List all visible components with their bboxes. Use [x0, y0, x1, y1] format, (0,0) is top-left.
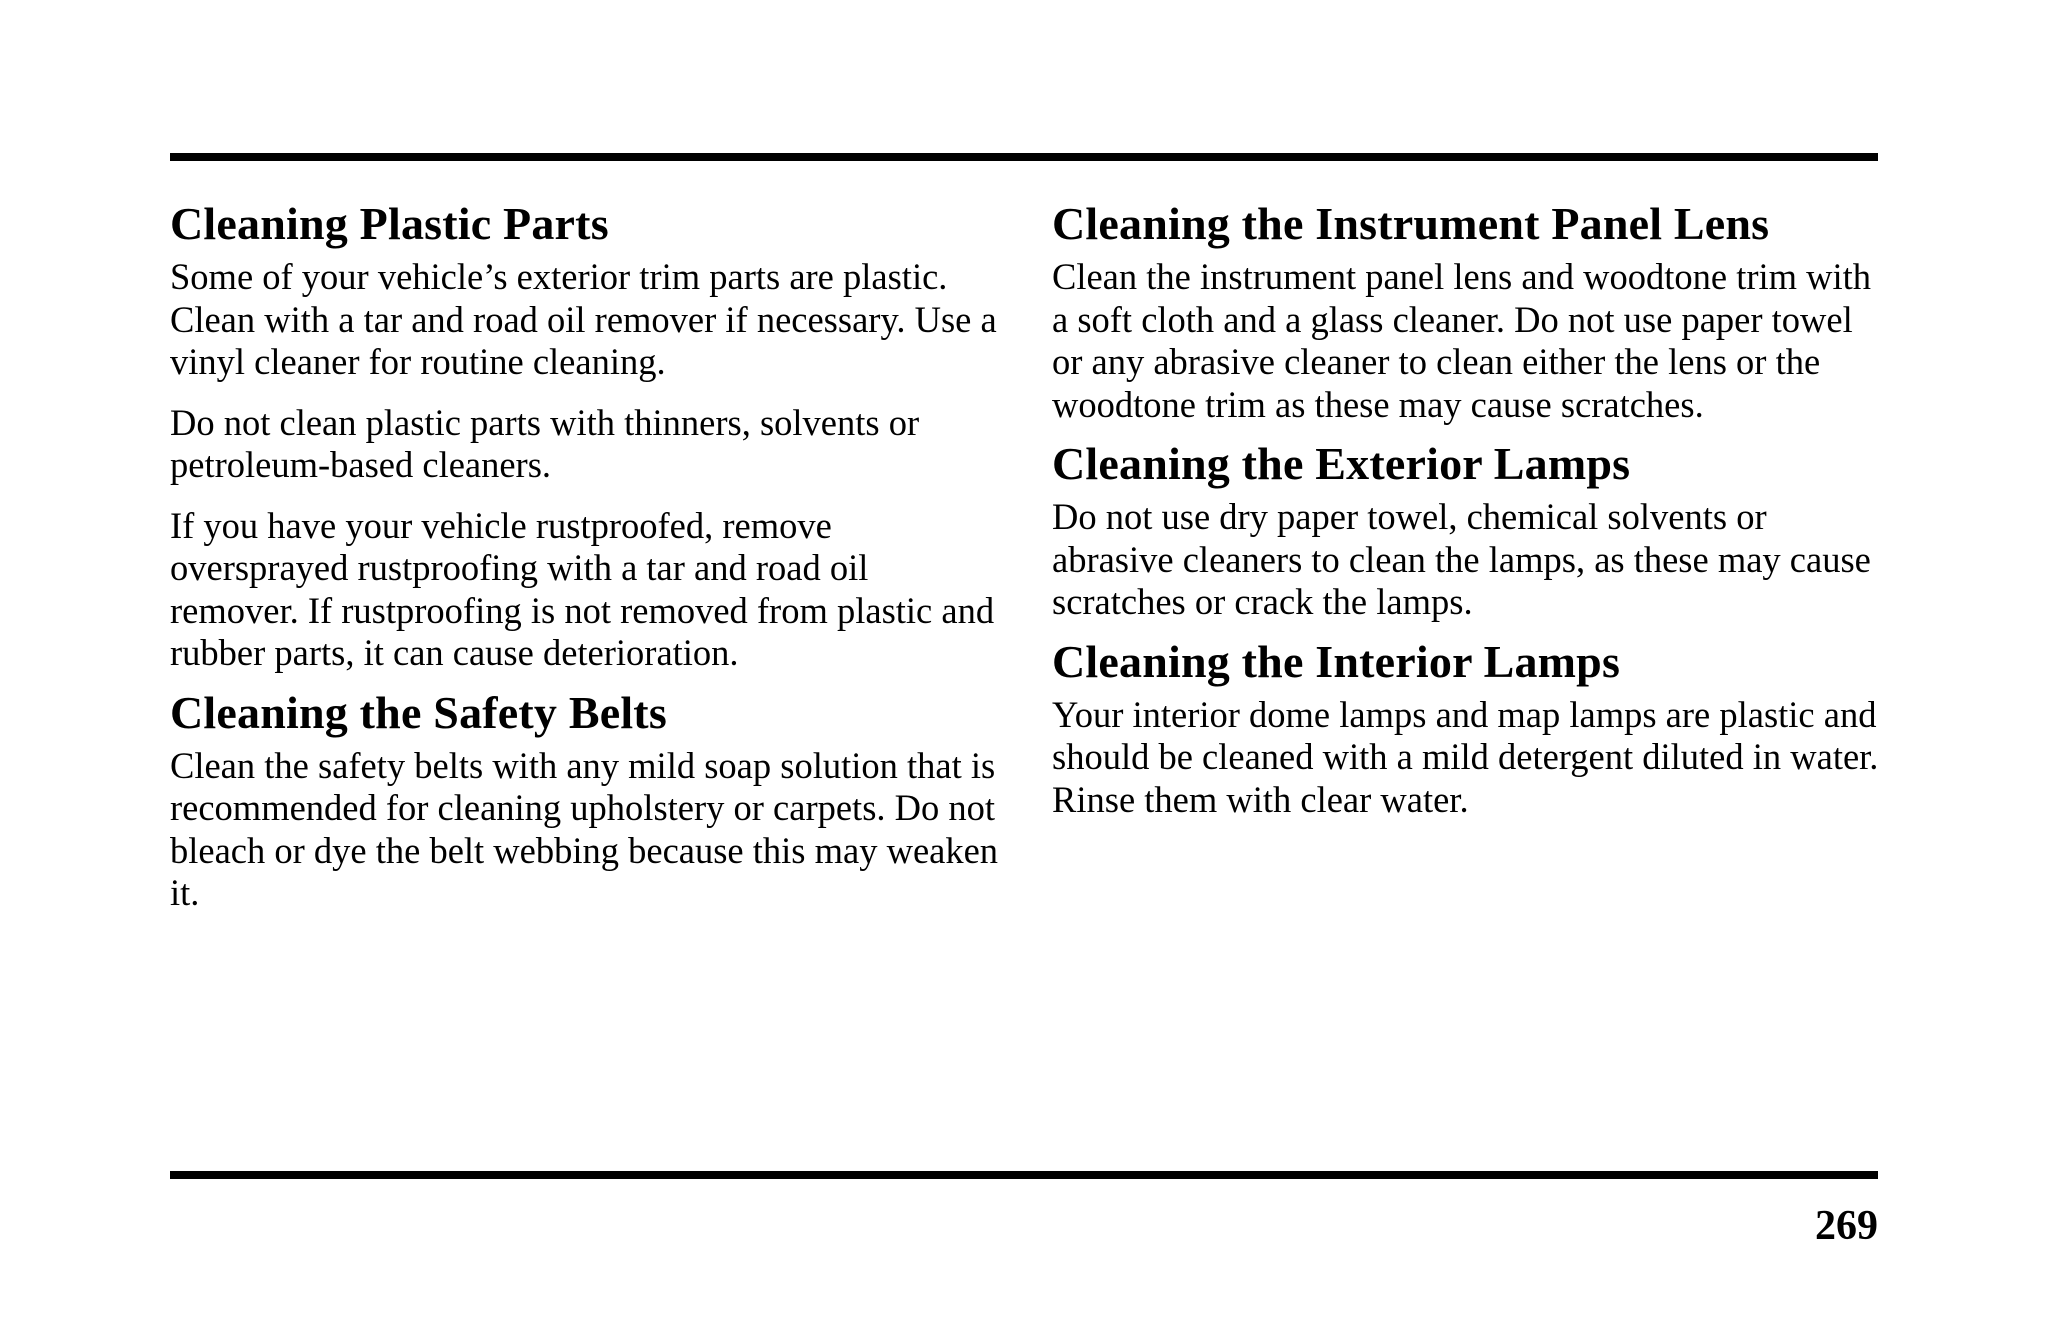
section-cleaning-safety-belts [170, 681, 1000, 915]
section-cleaning-instrument-panel-lens [1052, 192, 1882, 426]
left-column [170, 192, 1000, 921]
paragraph: Some of your vehicle’s exterior trim parts are plastic. Clean with a tar and road oil remover if necessary. Use a vinyl cleaner for routine cleaning. [170, 256, 997, 382]
bottom-rule [170, 1171, 1878, 1179]
right-column [1052, 192, 1882, 827]
paragraph: If you have your vehicle rustproofed, remove oversprayed rustproofing with a tar and road oil remover. If rustproofing is not removed from plastic and rubber parts, it can cause deterioration. [170, 504, 995, 673]
page-number: 269 [1815, 1203, 1878, 1249]
paragraph: Do not use dry paper towel, chemical solvents or abrasive cleaners to clean the lamps, as these may cause scratches or crack the lamps. [1052, 496, 1871, 622]
top-rule [170, 153, 1878, 161]
section-cleaning-plastic-parts [170, 192, 1000, 675]
section-heading: Cleaning the Instrument Panel Lens [1052, 198, 1770, 249]
section-heading: Cleaning the Safety Belts [170, 686, 667, 738]
section-heading: Cleaning the Interior Lamps [1052, 635, 1621, 687]
section-heading: Cleaning the Exterior Lamps [1052, 438, 1631, 489]
section-cleaning-interior-lamps [1052, 630, 1882, 822]
section-heading: Cleaning Plastic Parts [170, 198, 609, 249]
paragraph: Your interior dome lamps and map lamps are plastic and should be cleaned with a mild detergent diluted in water. Rinse them with clear water. [1052, 693, 1879, 820]
paragraph: Clean the instrument panel lens and woodtone trim with a soft cloth and a glass cleaner. Do not use paper towel or any abrasive cleaner to clean either the lens or the woodtone trim as these may cause scratches. [1052, 256, 1872, 425]
section-cleaning-exterior-lamps [1052, 432, 1882, 624]
paragraph: Do not clean plastic parts with thinners, solvents or petroleum-based cleaners. [170, 401, 920, 485]
paragraph: Clean the safety belts with any mild soap solution that is recommended for cleaning upholstery or carpets. Do not bleach or dye the belt webbing because this may weaken it. [170, 744, 999, 913]
